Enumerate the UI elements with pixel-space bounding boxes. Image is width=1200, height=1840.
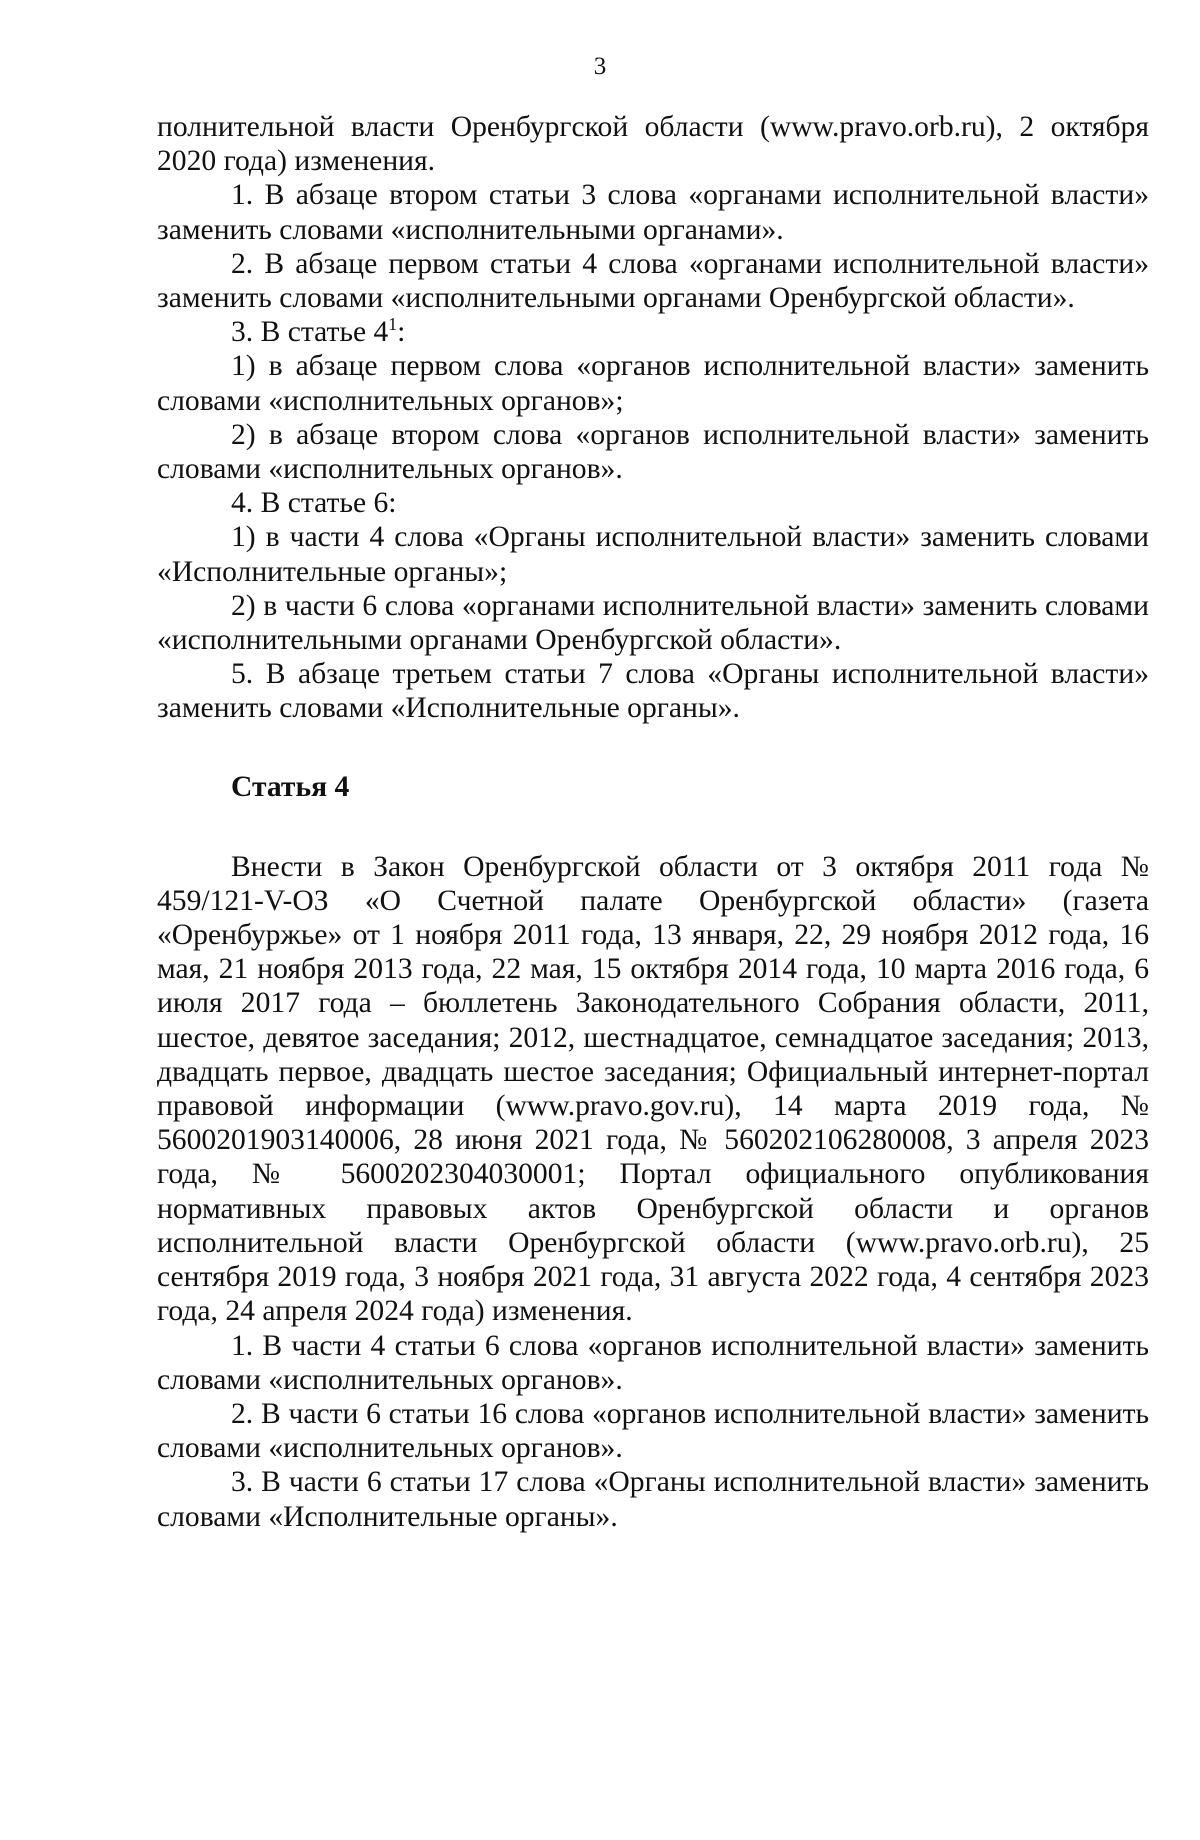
- paragraph: 2. В части 6 статьи 16 слова «органов исполнительной власти» заменить словами «исполнительных органов».: [157, 1397, 1149, 1465]
- paragraph: 4. В статье 6:: [231, 487, 397, 520]
- paragraph: 2) в части 6 слова «органами исполнительной власти» заменить словами «исполнительными органами Оренбургской области».: [157, 589, 1149, 657]
- paragraph: 3. В части 6 статьи 17 слова «Органы исполнительной власти» заменить словами «Исполнительные органы».: [157, 1466, 1149, 1533]
- paragraph: 2. В абзаце первом статьи 4 слова «органами исполнительной власти» заменить словами «исполнительными органами Оренбургской области».: [157, 247, 1149, 315]
- paragraph: полнительной власти Оренбургской области (www.pravo.orb.ru), 2 октября 2020 года) изменения.: [157, 111, 1149, 178]
- document-body: [157, 110, 1149, 1534]
- paragraph: 5. В абзаце третьем статьи 7 слова «Органы исполнительной власти» заменить словами «Исполнительные органы».: [157, 658, 1149, 725]
- paragraph: 2) в абзаце втором слова «органов исполнительной власти» заменить словами «исполнительных органов».: [157, 418, 1149, 486]
- paragraph: 1. В абзаце втором статьи 3 слова «органами исполнительной власти» заменить словами «исполнительными органами».: [157, 179, 1149, 246]
- article-prefix: 3. В статье 4: [231, 316, 389, 349]
- article-suffix: :: [397, 316, 406, 349]
- page-number: 3: [593, 53, 607, 80]
- paragraph: 1. В части 4 статьи 6 слова «органов исполнительной власти» заменить словами «исполнительных органов».: [157, 1329, 1149, 1396]
- paragraph: Внести в Закон Оренбургской области от 3 октября 2011 года № 459/121-V-ОЗ «О Счетной палате Оренбургской области» (газета «Оренбуржье» от 1 ноября 2011 года, 13 января, 22, 29 ноября 2012 года, 16 мая, 21 ноября 2013 года, 22 мая, 15 октября 2014 года, 10 марта 2016 года, 6 июля 2017 года – бюллетень Законодательного Собрания области, 2011, шестое, девятое заседания; 2012, шестнадцатое, семнадцатое заседания; 2013, двадцать первое, двадцать шестое заседания; Официальный интернет-портал правовой информации (www.pravo.gov.ru), 14 марта 2019 года, № 5600201903140006, 28 июня 2021 года, № 560202106280008, 3 апреля 2023 года, № 5600202304030001; Портал официального опубликования нормативных правовых актов Оренбургской области и органов исполнительной власти Оренбургской области (www.pravo.orb.ru), 25 сентября 2019 года, 3 ноября 2021 года, 31 августа 2022 года, 4 сентября 2023 года, 24 апреля 2024 года) изменения.: [157, 850, 1149, 1328]
- paragraph: 1) в части 4 слова «Органы исполнительной власти» заменить словами «Исполнительные органы»;: [157, 521, 1149, 588]
- paragraph: 1) в абзаце первом слова «органов исполнительной власти» заменить словами «исполнительных органов»;: [157, 350, 1149, 417]
- section-heading: Статья 4: [231, 770, 350, 803]
- article-superscript: 1: [388, 314, 398, 335]
- paragraph-article-4-1: [157, 315, 1149, 349]
